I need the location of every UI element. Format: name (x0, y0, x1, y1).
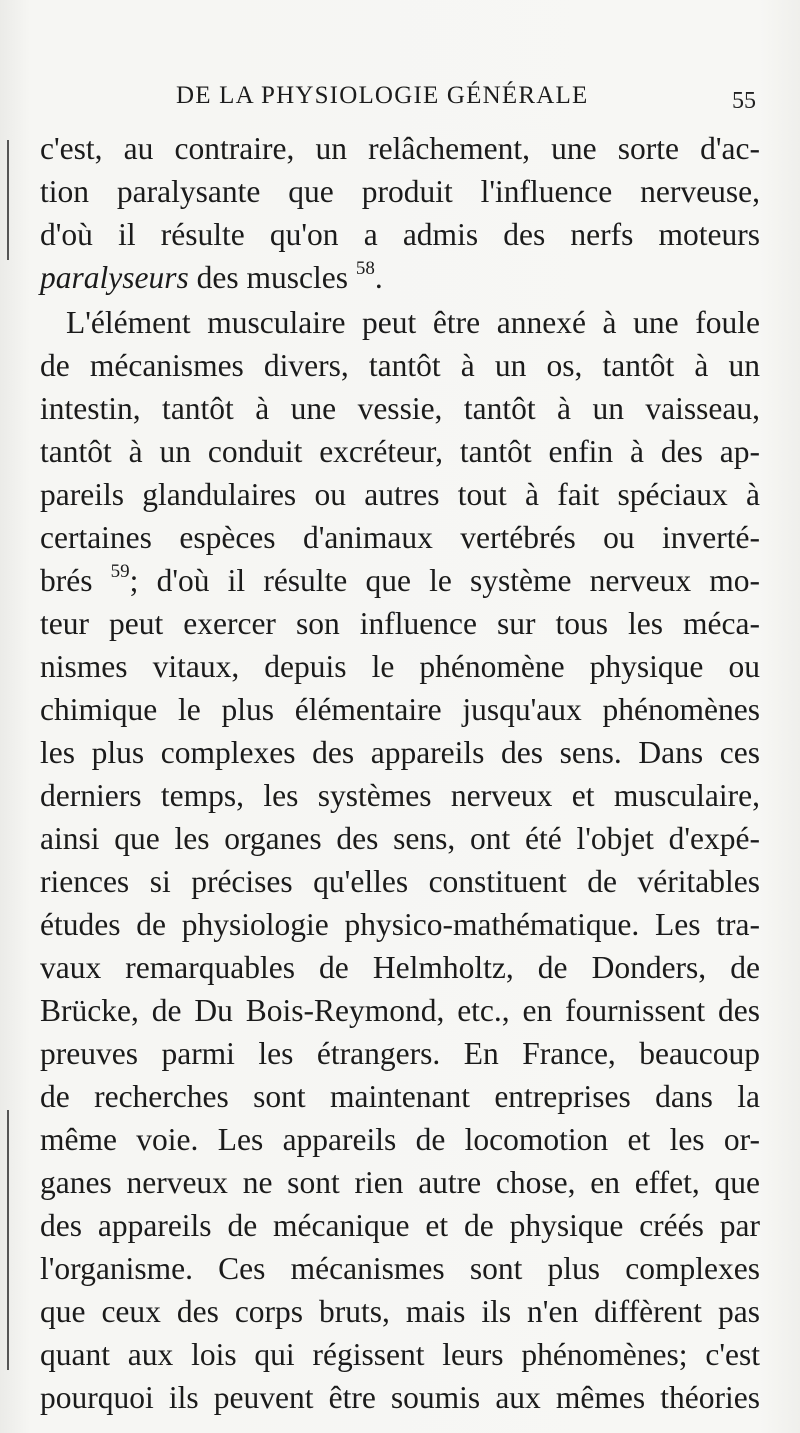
text-line: preuves parmi les étrangers. En France, beaucoup (40, 1036, 760, 1071)
text-line: ainsi que les organes des sens, ont été l'objet d'expé- (40, 821, 760, 856)
text-line: études de physiologie physico-mathématique. Les tra- (40, 907, 760, 942)
running-head-title: DE LA PHYSIOLOGIE GÉNÉRALE (176, 82, 589, 109)
text-line: chimique le plus élémentaire jusqu'aux phénomènes (40, 692, 760, 727)
text-line: que ceux des corps bruts, mais ils n'en diffèrent pas (40, 1294, 760, 1329)
text-run: ; d'où il résulte que le système nerveux mo- (129, 563, 760, 598)
text-line: quant aux lois qui régissent leurs phénomènes; c'est (40, 1337, 760, 1372)
footnote-ref-58: 58 (355, 258, 375, 279)
footnote-ref-59: 59 (110, 561, 130, 582)
text-line: c'est, au contraire, un relâchement, une sorte d'ac- (40, 131, 760, 166)
text-line: d'où il résulte qu'on a admis des nerfs moteurs (40, 217, 760, 252)
text-line: certaines espèces d'animaux vertébrés ou inverté- (40, 520, 760, 555)
text-line: teur peut exercer son influence sur tous les méca- (40, 606, 760, 641)
text-line: pourquoi ils peuvent être soumis aux mêmes théories (40, 1380, 760, 1415)
text-line: de mécanismes divers, tantôt à un os, tantôt à un (40, 348, 760, 383)
text-run: des muscles (188, 260, 348, 295)
text-line: Brücke, de Du Bois-Reymond, etc., en fournissent des (40, 993, 760, 1028)
text-line: intestin, tantôt à une vessie, tantôt à un vaisseau, (40, 391, 760, 426)
text-line (40, 256, 760, 299)
text-line: tantôt à un conduit excréteur, tantôt enfin à des ap- (40, 434, 760, 469)
text-line: ganes nerveux ne sont rien autre chose, en effet, que (40, 1165, 760, 1200)
text-line: pareils glandulaires ou autres tout à fait spéciaux à (40, 477, 760, 512)
text-line (40, 559, 760, 602)
italic-term: paralyseurs (40, 260, 189, 295)
text-line: L'élément musculaire peut être annexé à une foule (66, 305, 760, 340)
page-number: 55 (732, 88, 756, 114)
text-line: derniers temps, les systèmes nerveux et musculaire, (40, 778, 760, 813)
text-run: . (374, 260, 383, 295)
text-line: vaux remarquables de Helmholtz, de Donders, de (40, 950, 760, 985)
text-line: riences si précises qu'elles constituent de véritables (40, 864, 760, 899)
text-line: même voie. Les appareils de locomotion et les or- (40, 1122, 760, 1157)
text-line: des appareils de mécanique et de physique créés par (40, 1208, 760, 1243)
text-run: brés (40, 563, 93, 598)
text-line: de recherches sont maintenant entreprises dans la (40, 1079, 760, 1114)
running-head (0, 82, 800, 122)
text-line: les plus complexes des appareils des sens. Dans ces (40, 735, 760, 770)
text-line: tion paralysante que produit l'influence nerveuse, (40, 174, 760, 209)
text-line: l'organisme. Ces mécanismes sont plus complexes (40, 1251, 760, 1286)
margin-mark-lower (7, 1110, 9, 1370)
margin-mark-upper (7, 140, 9, 260)
text-line: nismes vitaux, depuis le phénomène physique ou (40, 649, 760, 684)
body-text (40, 127, 760, 1419)
